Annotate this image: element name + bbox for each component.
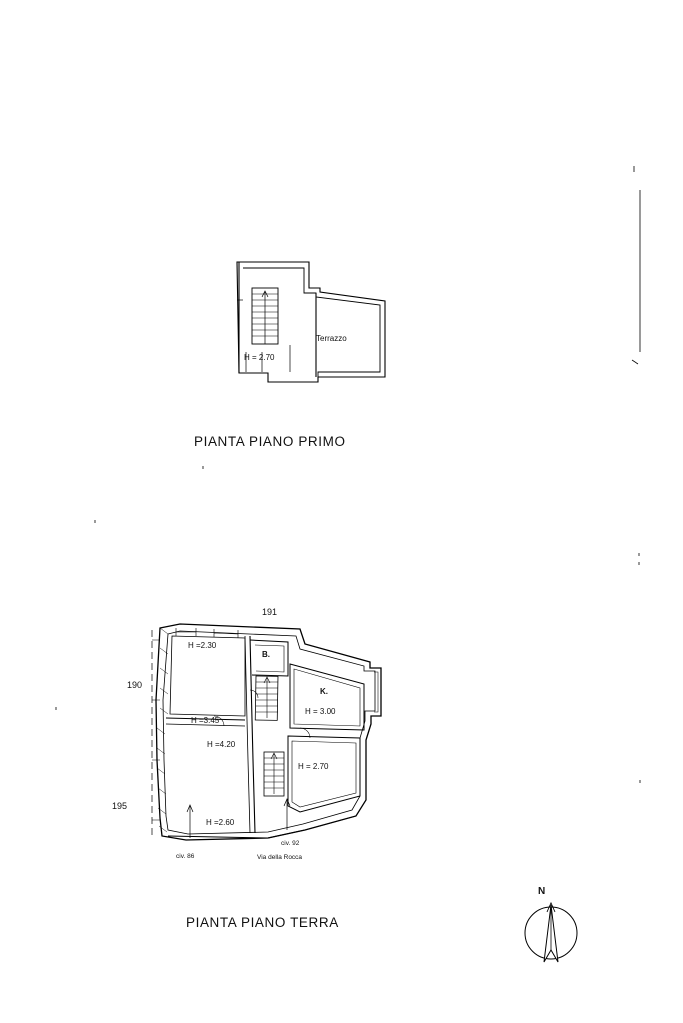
height-label-kitchen: H = 3.00 [305, 707, 336, 716]
caption-piano-terra: PIANTA PIANO TERRA [186, 915, 339, 930]
height-label-h345: H =3.45 [191, 716, 220, 725]
access-label-civ-92: civ. 92 [281, 840, 300, 847]
height-label-h230: H =2.30 [188, 641, 217, 650]
room-label-bagno: B. [262, 650, 270, 659]
height-label-h260: H =2.60 [206, 818, 235, 827]
compass-north-label: N [538, 886, 546, 897]
height-label-terrazzo-unit: H = 2.70 [244, 353, 275, 362]
parcel-number-190: 190 [127, 680, 143, 690]
room-label-cucina: K. [320, 687, 328, 696]
compass-rose-geometry [525, 903, 577, 962]
plan-first-floor-geometry [237, 262, 385, 382]
height-label-h420: H =4.20 [207, 740, 236, 749]
parcel-number-191: 191 [262, 607, 278, 617]
parcel-number-195: 195 [112, 801, 128, 811]
height-label-h270-ground: H = 2.70 [298, 762, 329, 771]
access-label-civ-86: civ. 86 [176, 853, 195, 860]
street-label: Via della Rocca [257, 854, 303, 861]
room-label-terrazzo: Terrazzo [316, 334, 347, 343]
caption-piano-primo: PIANTA PIANO PRIMO [194, 434, 346, 449]
page-registration-marks [56, 166, 640, 783]
